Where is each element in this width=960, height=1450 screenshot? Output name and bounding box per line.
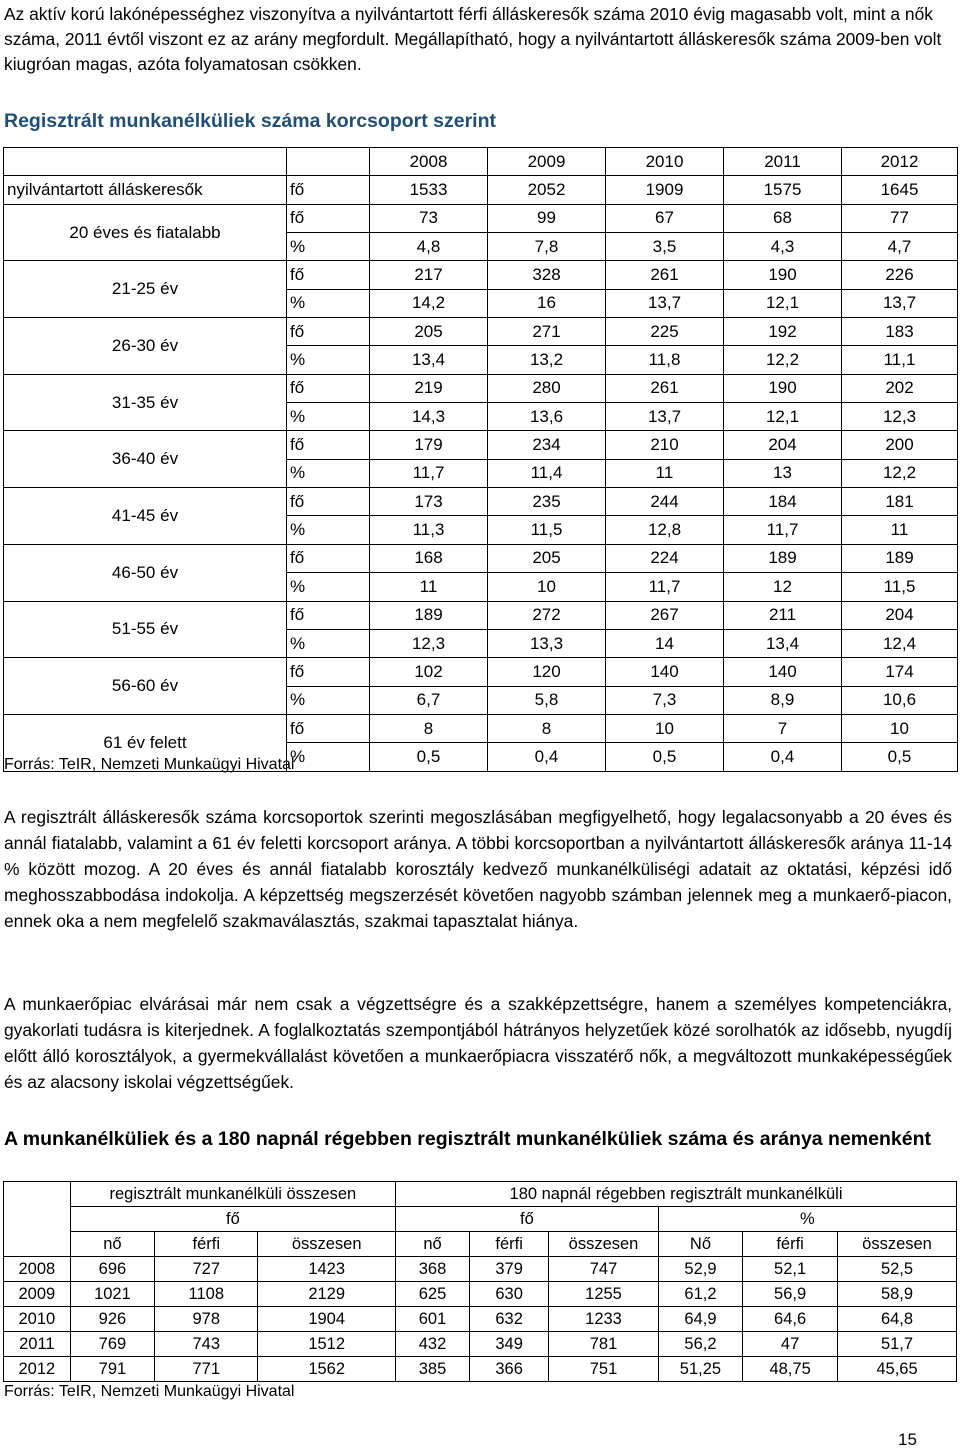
- table-corner-cell: [4, 148, 287, 176]
- value-cell: 205: [370, 318, 488, 346]
- year-header: 2008: [370, 148, 488, 176]
- value-cell: 11: [370, 573, 488, 601]
- value-cell: 1423: [258, 1257, 396, 1282]
- value-cell: 12,3: [842, 403, 958, 431]
- year-cell: 2012: [4, 1357, 71, 1382]
- unit-cell: fő: [287, 658, 370, 686]
- value-cell: 56,2: [658, 1332, 742, 1357]
- value-cell: 7,3: [606, 686, 724, 714]
- value-cell: 16: [488, 289, 606, 317]
- table-corner-cell: [287, 148, 370, 176]
- table-row-count: [4, 261, 958, 289]
- year-header: 2009: [488, 148, 606, 176]
- table-row: [4, 1332, 957, 1357]
- value-cell: 12,2: [842, 459, 958, 487]
- value-cell: 1909: [606, 176, 724, 204]
- value-cell: 12,1: [724, 403, 842, 431]
- value-cell: 77: [842, 204, 958, 232]
- table-row-count: [4, 544, 958, 572]
- column-header: összesen: [838, 1232, 957, 1257]
- value-cell: 211: [724, 601, 842, 629]
- value-cell: 73: [370, 204, 488, 232]
- table1-source: Forrás: TeIR, Nemzeti Munkaügyi Hivatal: [4, 756, 295, 773]
- unit-cell: %: [287, 403, 370, 431]
- value-cell: 1575: [724, 176, 842, 204]
- value-cell: 368: [396, 1257, 470, 1282]
- value-cell: 226: [842, 261, 958, 289]
- value-cell: 13,3: [488, 629, 606, 657]
- value-cell: 8,9: [724, 686, 842, 714]
- value-cell: 11: [842, 516, 958, 544]
- value-cell: 751: [549, 1357, 658, 1382]
- table1-title: Regisztrált munkanélküliek száma korcsoport szerint: [4, 110, 496, 132]
- value-cell: 13,7: [842, 289, 958, 317]
- value-cell: 11,7: [724, 516, 842, 544]
- value-cell: 14: [606, 629, 724, 657]
- value-cell: 67: [606, 204, 724, 232]
- table-row-count: [4, 601, 958, 629]
- table2-source: Forrás: TeIR, Nemzeti Munkaügyi Hivatal: [4, 1383, 295, 1400]
- value-cell: 11,5: [842, 573, 958, 601]
- value-cell: 140: [606, 658, 724, 686]
- value-cell: 11,5: [488, 516, 606, 544]
- unit-header: fő: [70, 1207, 395, 1232]
- age-group-label: 51-55 év: [4, 601, 287, 658]
- unit-cell: %: [287, 459, 370, 487]
- year-cell: 2011: [4, 1332, 71, 1357]
- value-cell: 1562: [258, 1357, 396, 1382]
- value-cell: 432: [396, 1332, 470, 1357]
- unit-cell: %: [287, 233, 370, 261]
- value-cell: 12,1: [724, 289, 842, 317]
- value-cell: 140: [724, 658, 842, 686]
- value-cell: 271: [488, 318, 606, 346]
- value-cell: 0,4: [488, 743, 606, 771]
- value-cell: 385: [396, 1357, 470, 1382]
- table-header-row: [4, 1182, 957, 1207]
- value-cell: 64,9: [658, 1307, 742, 1332]
- age-group-label: 56-60 év: [4, 658, 287, 715]
- value-cell: 11,7: [370, 459, 488, 487]
- unit-cell: %: [287, 743, 370, 771]
- value-cell: 61,2: [658, 1282, 742, 1307]
- value-cell: 12: [724, 573, 842, 601]
- age-group-table-body: [4, 148, 958, 772]
- value-cell: 771: [155, 1357, 258, 1382]
- column-header: Nő: [658, 1232, 742, 1257]
- value-cell: 0,5: [606, 743, 724, 771]
- value-cell: 102: [370, 658, 488, 686]
- value-cell: 12,8: [606, 516, 724, 544]
- table-row-count: [4, 431, 958, 459]
- unit-cell: %: [287, 629, 370, 657]
- value-cell: 1021: [70, 1282, 154, 1307]
- unit-header: fő: [396, 1207, 659, 1232]
- value-cell: 743: [155, 1332, 258, 1357]
- table-row-count: [4, 488, 958, 516]
- column-header: férfi: [470, 1232, 549, 1257]
- value-cell: 630: [470, 1282, 549, 1307]
- value-cell: 625: [396, 1282, 470, 1307]
- table-row: [4, 1257, 957, 1282]
- column-header: nő: [396, 1232, 470, 1257]
- table2-title: A munkanélküliek és a 180 napnál régebben regisztrált munkanélküliek száma és aránya nemenként: [4, 1128, 932, 1150]
- paragraph-labour-market: A munkaerőpiac elvárásai már nem csak a végzettségre és a szakképzettségre, hanem a személyes kompetenciákra, gyakorlati tudásra is kiterjednek. A foglalkoztatás szempontjából hátrányos helyzetűek közé sorolhatók az idősebb, nyugdíj előtt álló korosztályok, a gyermekvállalást követően a munkaerőpiacra visszatérő nők, a megváltozott munkaképességűek és az alacsony iskolai végzettségűek.: [4, 994, 952, 1092]
- value-cell: 173: [370, 488, 488, 516]
- value-cell: 224: [606, 544, 724, 572]
- value-cell: 202: [842, 374, 958, 402]
- column-header: nő: [70, 1232, 154, 1257]
- table-row: [4, 1307, 957, 1332]
- value-cell: 0,4: [724, 743, 842, 771]
- age-group-label: 21-25 év: [4, 261, 287, 318]
- value-cell: 174: [842, 658, 958, 686]
- value-cell: 58,9: [838, 1282, 957, 1307]
- value-cell: 10: [488, 573, 606, 601]
- age-group-label: 31-35 év: [4, 374, 287, 431]
- value-cell: 267: [606, 601, 724, 629]
- value-cell: 244: [606, 488, 724, 516]
- value-cell: 68: [724, 204, 842, 232]
- value-cell: 1645: [842, 176, 958, 204]
- value-cell: 14,2: [370, 289, 488, 317]
- value-cell: 8: [370, 714, 488, 742]
- column-header: férfi: [155, 1232, 258, 1257]
- value-cell: 261: [606, 261, 724, 289]
- value-cell: 179: [370, 431, 488, 459]
- unit-cell: fő: [287, 374, 370, 402]
- intro-paragraph: Az aktív korú lakónépességhez viszonyítva a nyilvántartott férfi álláskeresők száma 2010 évig magasabb volt, mint a nők száma, 2011 évtől viszont ez az arány megfordult. Megállapítható, hogy a nyilvántartott álláskeresők száma 2009-ben volt kiugróan magas, azóta folyamatosan csökken.: [4, 4, 942, 74]
- year-header: 2010: [606, 148, 724, 176]
- value-cell: 13,2: [488, 346, 606, 374]
- value-cell: 64,8: [838, 1307, 957, 1332]
- value-cell: 272: [488, 601, 606, 629]
- value-cell: 190: [724, 374, 842, 402]
- value-cell: 747: [549, 1257, 658, 1282]
- value-cell: 64,6: [743, 1307, 838, 1332]
- table-row: [4, 1357, 957, 1382]
- table-row-count: [4, 658, 958, 686]
- value-cell: 190: [724, 261, 842, 289]
- value-cell: 366: [470, 1357, 549, 1382]
- value-cell: 219: [370, 374, 488, 402]
- unit-cell: fő: [287, 488, 370, 516]
- unit-cell: fő: [287, 204, 370, 232]
- value-cell: 168: [370, 544, 488, 572]
- column-header: összesen: [549, 1232, 658, 1257]
- value-cell: 14,3: [370, 403, 488, 431]
- value-cell: 234: [488, 431, 606, 459]
- value-cell: 632: [470, 1307, 549, 1332]
- value-cell: 349: [470, 1332, 549, 1357]
- value-cell: 727: [155, 1257, 258, 1282]
- value-cell: 769: [70, 1332, 154, 1357]
- unit-cell: fő: [287, 318, 370, 346]
- value-cell: 0,5: [842, 743, 958, 771]
- table-header-row: [4, 148, 958, 176]
- value-cell: 48,75: [743, 1357, 838, 1382]
- value-cell: 978: [155, 1307, 258, 1332]
- value-cell: 4,7: [842, 233, 958, 261]
- page-number: 15: [898, 1430, 917, 1449]
- value-cell: 926: [70, 1307, 154, 1332]
- column-header: férfi: [743, 1232, 838, 1257]
- year-cell: 2009: [4, 1282, 71, 1307]
- unit-cell: fő: [287, 431, 370, 459]
- unit-cell: fő: [287, 261, 370, 289]
- table-row-count: [4, 374, 958, 402]
- age-group-table: [3, 147, 958, 772]
- unit-cell: %: [287, 686, 370, 714]
- value-cell: 2129: [258, 1282, 396, 1307]
- value-cell: 791: [70, 1357, 154, 1382]
- value-cell: 120: [488, 658, 606, 686]
- value-cell: 13: [724, 459, 842, 487]
- age-group-label: 61 év felett: [4, 714, 287, 771]
- unit-cell: %: [287, 573, 370, 601]
- table-row-count: [4, 714, 958, 742]
- value-cell: 11,3: [370, 516, 488, 544]
- value-cell: 12,4: [842, 629, 958, 657]
- value-cell: 200: [842, 431, 958, 459]
- value-cell: 4,8: [370, 233, 488, 261]
- value-cell: 56,9: [743, 1282, 838, 1307]
- value-cell: 217: [370, 261, 488, 289]
- value-cell: 183: [842, 318, 958, 346]
- unit-header: %: [658, 1207, 956, 1232]
- age-group-label: 20 éves és fiatalabb: [4, 204, 287, 261]
- paragraph-age-distribution: A regisztrált álláskeresők száma korcsoportok szerinti megoszlásában megfigyelhető, hogy legalacsonyabb a 20 éves és annál fiatalabb, valamint a 61 év feletti korcsoport aránya. A többi korcsoportban a nyilvántartott álláskeresők aránya 11-14 % között mozog. A 20 éves és annál fiatalabb korosztály kedvező munkanélküliségi adatait az oktatási, képzési idő meghosszabbodása indokolja. A képzettség megszerzését követően nagyobb számban jelennek meg a munkaerő-piacon, ennek oka a nem megfelelő szakmaválasztás, szakmai tapasztalat hiánya.: [4, 807, 952, 931]
- column-header: összesen: [258, 1232, 396, 1257]
- age-group-label: 36-40 év: [4, 431, 287, 488]
- value-cell: 7: [724, 714, 842, 742]
- age-group-label: 41-45 év: [4, 488, 287, 545]
- value-cell: 47: [743, 1332, 838, 1357]
- table-column-row: [4, 1232, 957, 1257]
- value-cell: 2052: [488, 176, 606, 204]
- value-cell: 1108: [155, 1282, 258, 1307]
- gender-table: [3, 1181, 957, 1382]
- value-cell: 181: [842, 488, 958, 516]
- value-cell: 235: [488, 488, 606, 516]
- value-cell: 1904: [258, 1307, 396, 1332]
- value-cell: 13,7: [606, 403, 724, 431]
- value-cell: 10: [606, 714, 724, 742]
- value-cell: 52,1: [743, 1257, 838, 1282]
- value-cell: 205: [488, 544, 606, 572]
- value-cell: 225: [606, 318, 724, 346]
- value-cell: 261: [606, 374, 724, 402]
- table-corner-cell: [4, 1182, 71, 1257]
- value-cell: 210: [606, 431, 724, 459]
- year-cell: 2008: [4, 1257, 71, 1282]
- value-cell: 192: [724, 318, 842, 346]
- value-cell: 51,25: [658, 1357, 742, 1382]
- value-cell: 52,9: [658, 1257, 742, 1282]
- value-cell: 696: [70, 1257, 154, 1282]
- value-cell: 781: [549, 1332, 658, 1357]
- table-unit-row: [4, 1207, 957, 1232]
- group-header: 180 napnál régebben regisztrált munkanélküli: [396, 1182, 957, 1207]
- value-cell: 11: [606, 459, 724, 487]
- age-group-label: 26-30 év: [4, 318, 287, 375]
- value-cell: 12,3: [370, 629, 488, 657]
- value-cell: 3,5: [606, 233, 724, 261]
- year-cell: 2010: [4, 1307, 71, 1332]
- unit-cell: fő: [287, 601, 370, 629]
- year-header: 2012: [842, 148, 958, 176]
- value-cell: 1255: [549, 1282, 658, 1307]
- value-cell: 328: [488, 261, 606, 289]
- value-cell: 7,8: [488, 233, 606, 261]
- unit-cell: fő: [287, 544, 370, 572]
- table-row-count: [4, 204, 958, 232]
- value-cell: 5,8: [488, 686, 606, 714]
- value-cell: 1533: [370, 176, 488, 204]
- value-cell: 184: [724, 488, 842, 516]
- value-cell: 4,3: [724, 233, 842, 261]
- value-cell: 379: [470, 1257, 549, 1282]
- value-cell: 189: [724, 544, 842, 572]
- value-cell: 51,7: [838, 1332, 957, 1357]
- unit-cell: %: [287, 346, 370, 374]
- value-cell: 204: [724, 431, 842, 459]
- group-header: regisztrált munkanélküli összesen: [70, 1182, 395, 1207]
- value-cell: 189: [842, 544, 958, 572]
- value-cell: 0,5: [370, 743, 488, 771]
- value-cell: 13,6: [488, 403, 606, 431]
- value-cell: 8: [488, 714, 606, 742]
- value-cell: 99: [488, 204, 606, 232]
- unit-cell: fő: [287, 714, 370, 742]
- value-cell: 13,4: [724, 629, 842, 657]
- table-row: [4, 1282, 957, 1307]
- value-cell: 10,6: [842, 686, 958, 714]
- value-cell: 45,65: [838, 1357, 957, 1382]
- unit-cell: %: [287, 289, 370, 317]
- value-cell: 12,2: [724, 346, 842, 374]
- year-header: 2011: [724, 148, 842, 176]
- value-cell: 13,4: [370, 346, 488, 374]
- unit-cell: fő: [287, 176, 370, 204]
- row-label: nyilvántartott álláskeresők: [4, 176, 287, 204]
- value-cell: 280: [488, 374, 606, 402]
- age-group-label: 46-50 év: [4, 544, 287, 601]
- value-cell: 204: [842, 601, 958, 629]
- value-cell: 52,5: [838, 1257, 957, 1282]
- value-cell: 189: [370, 601, 488, 629]
- gender-table-body: [4, 1182, 957, 1382]
- value-cell: 11,8: [606, 346, 724, 374]
- unit-cell: %: [287, 516, 370, 544]
- value-cell: 11,4: [488, 459, 606, 487]
- value-cell: 10: [842, 714, 958, 742]
- table-row-total: [4, 176, 958, 204]
- value-cell: 11,7: [606, 573, 724, 601]
- table-row-count: [4, 318, 958, 346]
- value-cell: 1233: [549, 1307, 658, 1332]
- value-cell: 1512: [258, 1332, 396, 1357]
- value-cell: 601: [396, 1307, 470, 1332]
- value-cell: 13,7: [606, 289, 724, 317]
- value-cell: 11,1: [842, 346, 958, 374]
- value-cell: 6,7: [370, 686, 488, 714]
